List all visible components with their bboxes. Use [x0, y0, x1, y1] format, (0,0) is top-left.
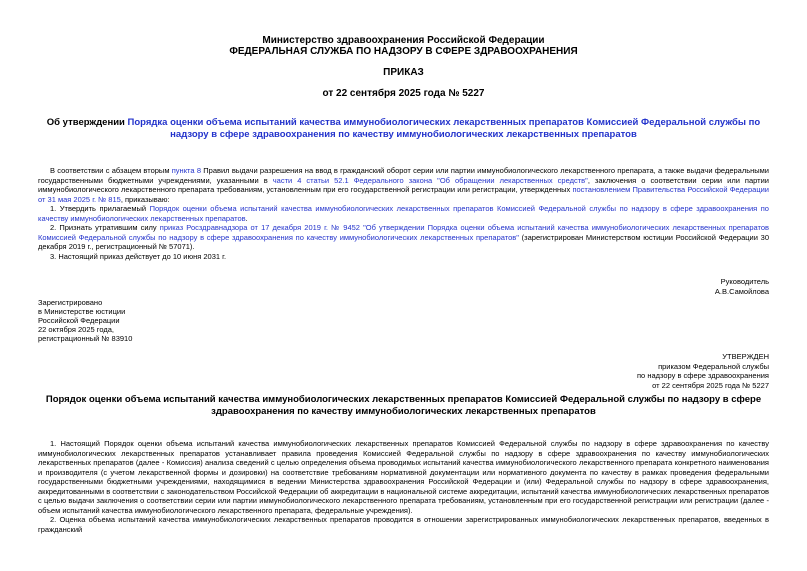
item1-text-1: 1. Утвердить прилагаемый — [50, 204, 150, 213]
item1-text-2: . — [245, 213, 248, 223]
link-postanovlenie-815[interactable]: постановлением Правительства Российской Федерации от 31 мая 2025 г. № 815 — [38, 185, 769, 204]
approval-line: приказом Федеральной службы — [658, 361, 769, 371]
link-prikaz-9452[interactable]: приказ Росздравнадзора от 17 декабря 2019 г. № 9452 "Об утверждении Порядка оценки объема испытаний качества иммунобиологических лекарственных препаратов Комиссией Федеральной службы по надзору в сфере здравоохранения по качеству иммунобиологических лекарственных препаратов" — [38, 223, 769, 242]
preamble-text-4: , приказываю: — [120, 194, 170, 204]
order-title-prefix: Об утверждении — [46, 117, 128, 128]
registration-line: регистрационный № 83910 — [38, 334, 133, 343]
signer-name: А.В.Самойлова — [714, 287, 769, 296]
link-pravila-punkt-8[interactable]: пункта 8 — [171, 166, 202, 175]
registration-block — [38, 298, 769, 343]
order-item-3: 3. Настоящий приказ действует до 10 июня 2031 г. — [50, 251, 227, 261]
link-poryadok-otsenki[interactable]: Порядок оценки объема испытаний качества иммунобиологических лекарственных препаратов Комиссией Федеральной службы по надзору в сфере здравоохранения по качеству иммунобиологических лекарственных препаратов — [38, 204, 769, 223]
order-title — [38, 117, 769, 140]
registration-line: Зарегистрировано — [38, 298, 103, 307]
item2-text-1: 2. Признать утратившим силу — [50, 223, 160, 232]
link-fz-obraschenie-lekarstvennyh-sredstv[interactable]: части 4 статьи 52.1 Федерального закона "Об обращении лекарственных средств" — [272, 175, 588, 185]
order-item-2 — [38, 223, 769, 252]
annex-heading: Порядок оценки объема испытаний качества иммунобиологических лекарственных препаратов Комиссией Федеральной службы по надзору в сфере здравоохранения по качеству иммунобиологических лекарственных препаратов — [45, 394, 762, 417]
registration-line: в Министерстве юстиции — [38, 307, 126, 316]
preamble-paragraph — [38, 166, 769, 204]
approval-line: по надзору в сфере здравоохранения — [637, 371, 769, 380]
order-title-link[interactable]: Порядка оценки объема испытаний качества иммунобиологических лекарственных препаратов Комиссией Федеральной службы по надзору в сфере здравоохранения по качеству иммунобиологических лекарственных препаратов — [127, 117, 761, 140]
item2-text-2: (зарегистрирован Министерством юстиции Российской Федерации 30 декабря 2019 г., регистрационный № 57071). — [38, 232, 769, 251]
preamble-text-3: , заключения о соответствии серии или партии иммунобиологического лекарственного препарата требованиям, установленным при его государственной регистрации или регистрации, утвержденных — [38, 175, 769, 194]
order-type-label: ПРИКАЗ — [383, 67, 424, 78]
order-date-number: от 22 сентября 2025 года № 5227 — [322, 88, 485, 99]
ministry-name: Министерство здравоохранения Российской Федерации — [262, 35, 545, 46]
registration-line: 22 октября 2025 года, — [38, 325, 114, 334]
service-name: ФЕДЕРАЛЬНАЯ СЛУЖБА ПО НАДЗОРУ В СФЕРЕ ЗДРАВООХРАНЕНИЯ — [229, 46, 578, 57]
preamble-text-1: В соответствии с абзацем вторым — [50, 166, 172, 175]
signer-position: Руководитель — [720, 277, 769, 286]
annex-paragraph-1: 1. Настоящий Порядок оценки объема испытаний качества иммунобиологических лекарственных препаратов Комиссией Федеральной службы по надзору в сфере здравоохранения по качеству иммунобиологических лекарственных препаратов устанавливает правила проведения Комиссией Федеральной службы по надзору в сфере здравоохранения по качеству иммунобиологических лекарственных препаратов (далее - Комиссия) анализа сведений с целью определения объема проводимых испытаний качества иммунобиологического лекарственного препарата конкретного наименования и производителя (с учетом лекарственной формы и дозировки) на соответствие требованиям нормативной документации или нормативного документа по качеству в рамках проведения федеральными государственными бюджетными учреждениями, находящимися в ведении Министерства здравоохранения Российской Федерации и (или) Федеральной службы по надзору в сфере здравоохранения, аккредитованными в соответствии с законодательством Российской Федерации об аккредитации в национальной системе аккредитации, испытаний качества иммунобиологических лекарственных препаратов с целью выдачи заключения о соответствии серии или партии иммунобиологического лекарственного препарата требованиям, установленным при его государственной регистрации или регистрации (далее - объем испытаний качества иммунобиологического лекарственного препарата, федеральные учреждения). — [38, 439, 769, 515]
order-item-1 — [38, 204, 769, 223]
signature-block — [38, 277, 769, 297]
registration-line: Российской Федерации — [38, 316, 120, 325]
approval-line: УТВЕРЖДЕН — [722, 352, 769, 361]
approval-block — [38, 352, 769, 390]
annex-paragraph-2: 2. Оценка объема испытаний качества иммунобиологических лекарственных препаратов проводится в отношении зарегистрированных иммунобиологических лекарственных препаратов, введенных в гражданский — [38, 515, 769, 534]
preamble-text-2: Правил выдачи разрешения на ввод в гражданский оборот серии или партии иммунобиологического лекарственного препарата, а также выдачи федеральными государственными бюджетными учреждениями, указанными в — [38, 166, 769, 185]
approval-line: от 22 сентября 2025 года № 5227 — [652, 380, 769, 390]
